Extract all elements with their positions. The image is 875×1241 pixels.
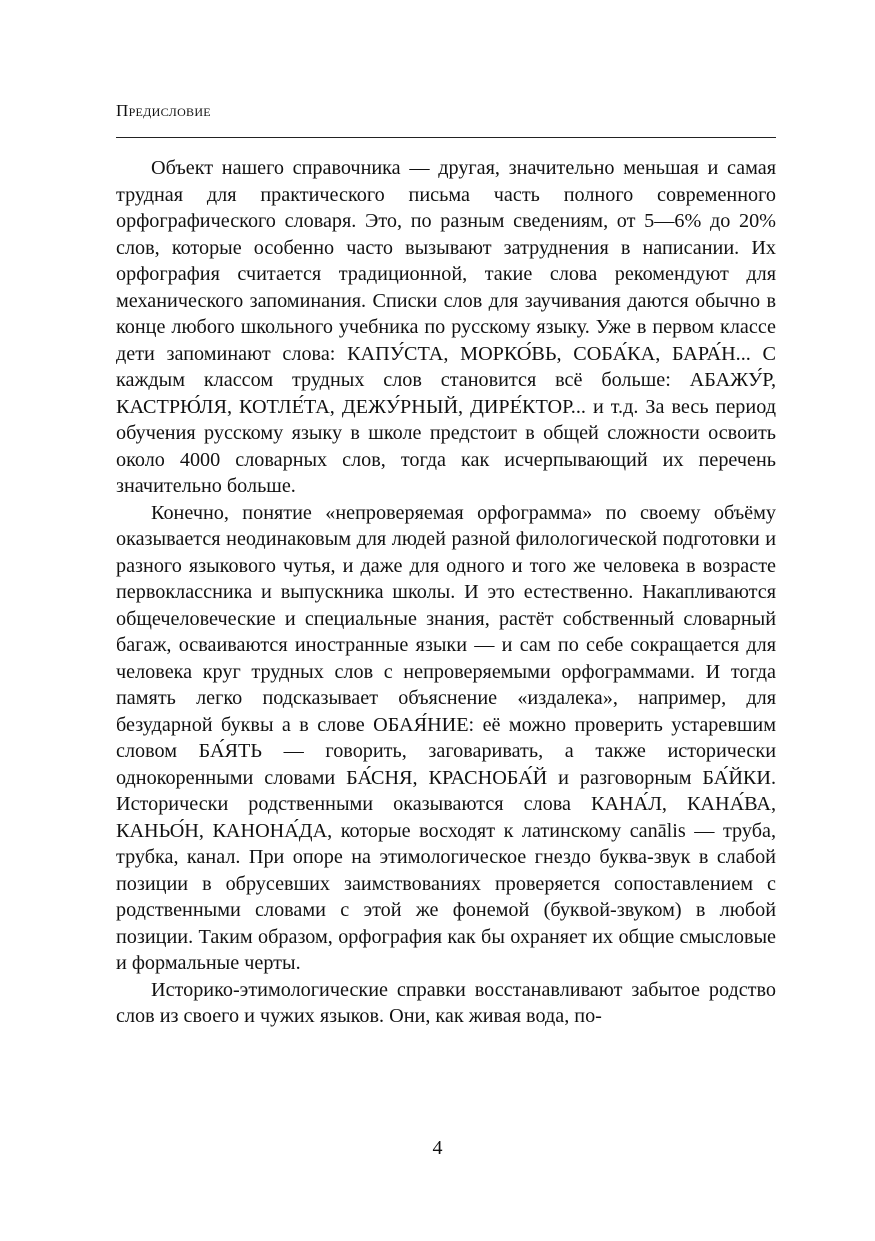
paragraph-3: Историко-этимологические справки восстанавливают забытое родство слов из своего и чужих языков. Они, как живая вода, по- bbox=[116, 978, 776, 1027]
running-header bbox=[116, 101, 776, 138]
section-title: Предисловие bbox=[116, 101, 211, 120]
paragraph-1: Объект нашего справочника — другая, значительно меньшая и самая трудная для практического письма часть полного современного орфографического словаря. Это, по разным сведениям, от 5—6% до 20% слов, которые особенно часто вызывают затруднения в написании. Их орфография считается традиционной, такие слова рекомендуют для механического запоминания. Списки слов для заучивания даются обычно в конце любого школьного учебника по русскому языку. Уже в первом классе дети запоминают слова: КАПУ́СТА, МОРКО́ВЬ, СОБА́КА, БАРА́Н... С каждым классом трудных слов становится всё больше: АБАЖУ́Р, КАСТРЮ́ЛЯ, КОТЛЕ́ТА, ДЕЖУ́РНЫЙ, ДИРЕ́КТОР... и т.д. За весь период обучения русскому языку в школе предстоит в общей сложности освоить около 4000 словарных слов, тогда как исчерпывающий их перечень значительно больше. bbox=[116, 157, 776, 497]
page-body bbox=[116, 155, 776, 1030]
paragraph-2: Конечно, понятие «непроверяемая орфограмма» по своему объёму оказывается неодинаковым для людей разной филологической подготовки и разного языкового чутья, и даже для одного и того же человека в возрасте первоклассника и выпускника школы. И это естественно. Накапливаются общечеловеческие и специальные знания, растёт собственный словарный багаж, осваиваются иностранные языки — и сам по себе сокращается для человека круг трудных слов с непроверяемыми орфограммами. И тогда память легко подсказывает объяснение «издалека», например, для безударной буквы а в слове ОБАЯ́НИЕ: её можно проверить устаревшим словом БА́ЯТЬ — говорить, заговаривать, а также исторически однокоренными словами БА́СНЯ, КРАСНОБА́Й и разговорным БА́ЙКИ. Исторически родственными оказываются слова КАНА́Л, КАНА́ВА, КАНЬО́Н, КАНОНА́ДА, которые восходят к латинскому canālis — труба, трубка, канал. При опоре на этимологическое гнездо буква-звук в слабой позиции в обрусевших заимствованиях проверяется сопоставлением с родственными словами с этой же фонемой (буквой-звуком) в любой позиции. Таким образом, орфография как бы охраняет их общие смысловые и формальные черты. bbox=[116, 501, 776, 974]
page-number: 4 bbox=[432, 1137, 443, 1159]
